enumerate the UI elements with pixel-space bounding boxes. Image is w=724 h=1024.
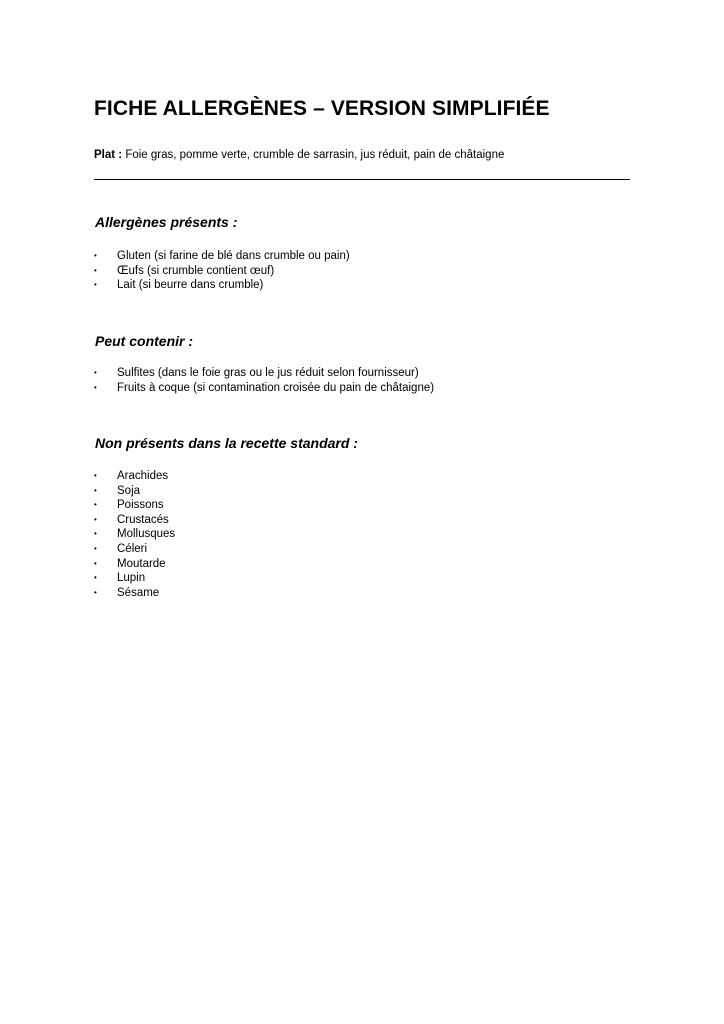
- list-item: [94, 366, 434, 381]
- list-item-text: Fruits à coque (si contamination croisée du pain de châtaigne): [117, 381, 435, 394]
- dish-value: Foie gras, pomme verte, crumble de sarrasin, jus réduit, pain de châtaigne: [122, 149, 505, 161]
- document-title: FICHE ALLERGÈNES – VERSION SIMPLIFIÉE: [94, 97, 550, 120]
- list-item-text: Soja: [117, 484, 141, 497]
- bullet-icon: •: [94, 471, 97, 480]
- list-item-text: Crustacés: [117, 513, 169, 526]
- list-item: [94, 527, 175, 542]
- bullet-icon: •: [94, 587, 97, 597]
- list-item-text: Sulfites (dans le foie gras ou le jus réduit selon fournisseur): [117, 367, 419, 379]
- horizontal-rule: [94, 179, 630, 180]
- list-item: [94, 381, 434, 396]
- bullet-icon: •: [94, 529, 97, 539]
- list-item-text: Moutarde: [117, 557, 166, 570]
- bullet-icon: •: [94, 558, 97, 568]
- dish-line: [94, 148, 504, 163]
- bullet-icon: •: [94, 265, 97, 275]
- list-item-text: Poissons: [117, 499, 164, 512]
- section-title-non-presents: Non présents dans la recette standard :: [95, 435, 358, 451]
- list-item-text: Lupin: [117, 572, 146, 585]
- bullet-icon: •: [94, 573, 97, 583]
- dish-label: Plat :: [94, 149, 123, 161]
- list-item-text: Arachides: [117, 470, 169, 482]
- section-title-allergenes-presents: Allergènes présents :: [95, 214, 238, 230]
- list-item-text: Céleri: [117, 542, 148, 555]
- section-title-peut-contenir: Peut contenir :: [95, 333, 194, 349]
- bullet-icon: •: [94, 514, 97, 524]
- bullet-icon: •: [94, 280, 97, 290]
- list-item: [94, 249, 350, 264]
- list-item: [94, 557, 175, 572]
- bullet-icon: •: [94, 251, 97, 260]
- list-item: [94, 513, 175, 528]
- list-item: [94, 586, 175, 601]
- bullet-icon: •: [94, 543, 97, 553]
- list-item: [94, 484, 175, 499]
- list-item: [94, 469, 175, 484]
- bullet-icon: •: [94, 485, 97, 495]
- list-item-text: Mollusques: [117, 528, 176, 541]
- list-non-presents: [94, 469, 175, 600]
- list-allergenes-presents: [94, 249, 350, 293]
- bullet-icon: •: [94, 382, 97, 392]
- bullet-icon: •: [94, 500, 97, 510]
- list-item: [94, 264, 350, 279]
- bullet-icon: •: [94, 368, 97, 377]
- list-peut-contenir: [94, 366, 434, 395]
- list-item: [94, 542, 175, 557]
- list-item: [94, 498, 175, 513]
- list-item: [94, 571, 175, 586]
- list-item-text: Lait (si beurre dans crumble): [117, 279, 264, 292]
- list-item-text: Gluten (si farine de blé dans crumble ou pain): [117, 250, 350, 262]
- list-item: [94, 278, 350, 293]
- list-item-text: Sésame: [117, 586, 160, 599]
- list-item-text: Œufs (si crumble contient œuf): [117, 264, 275, 277]
